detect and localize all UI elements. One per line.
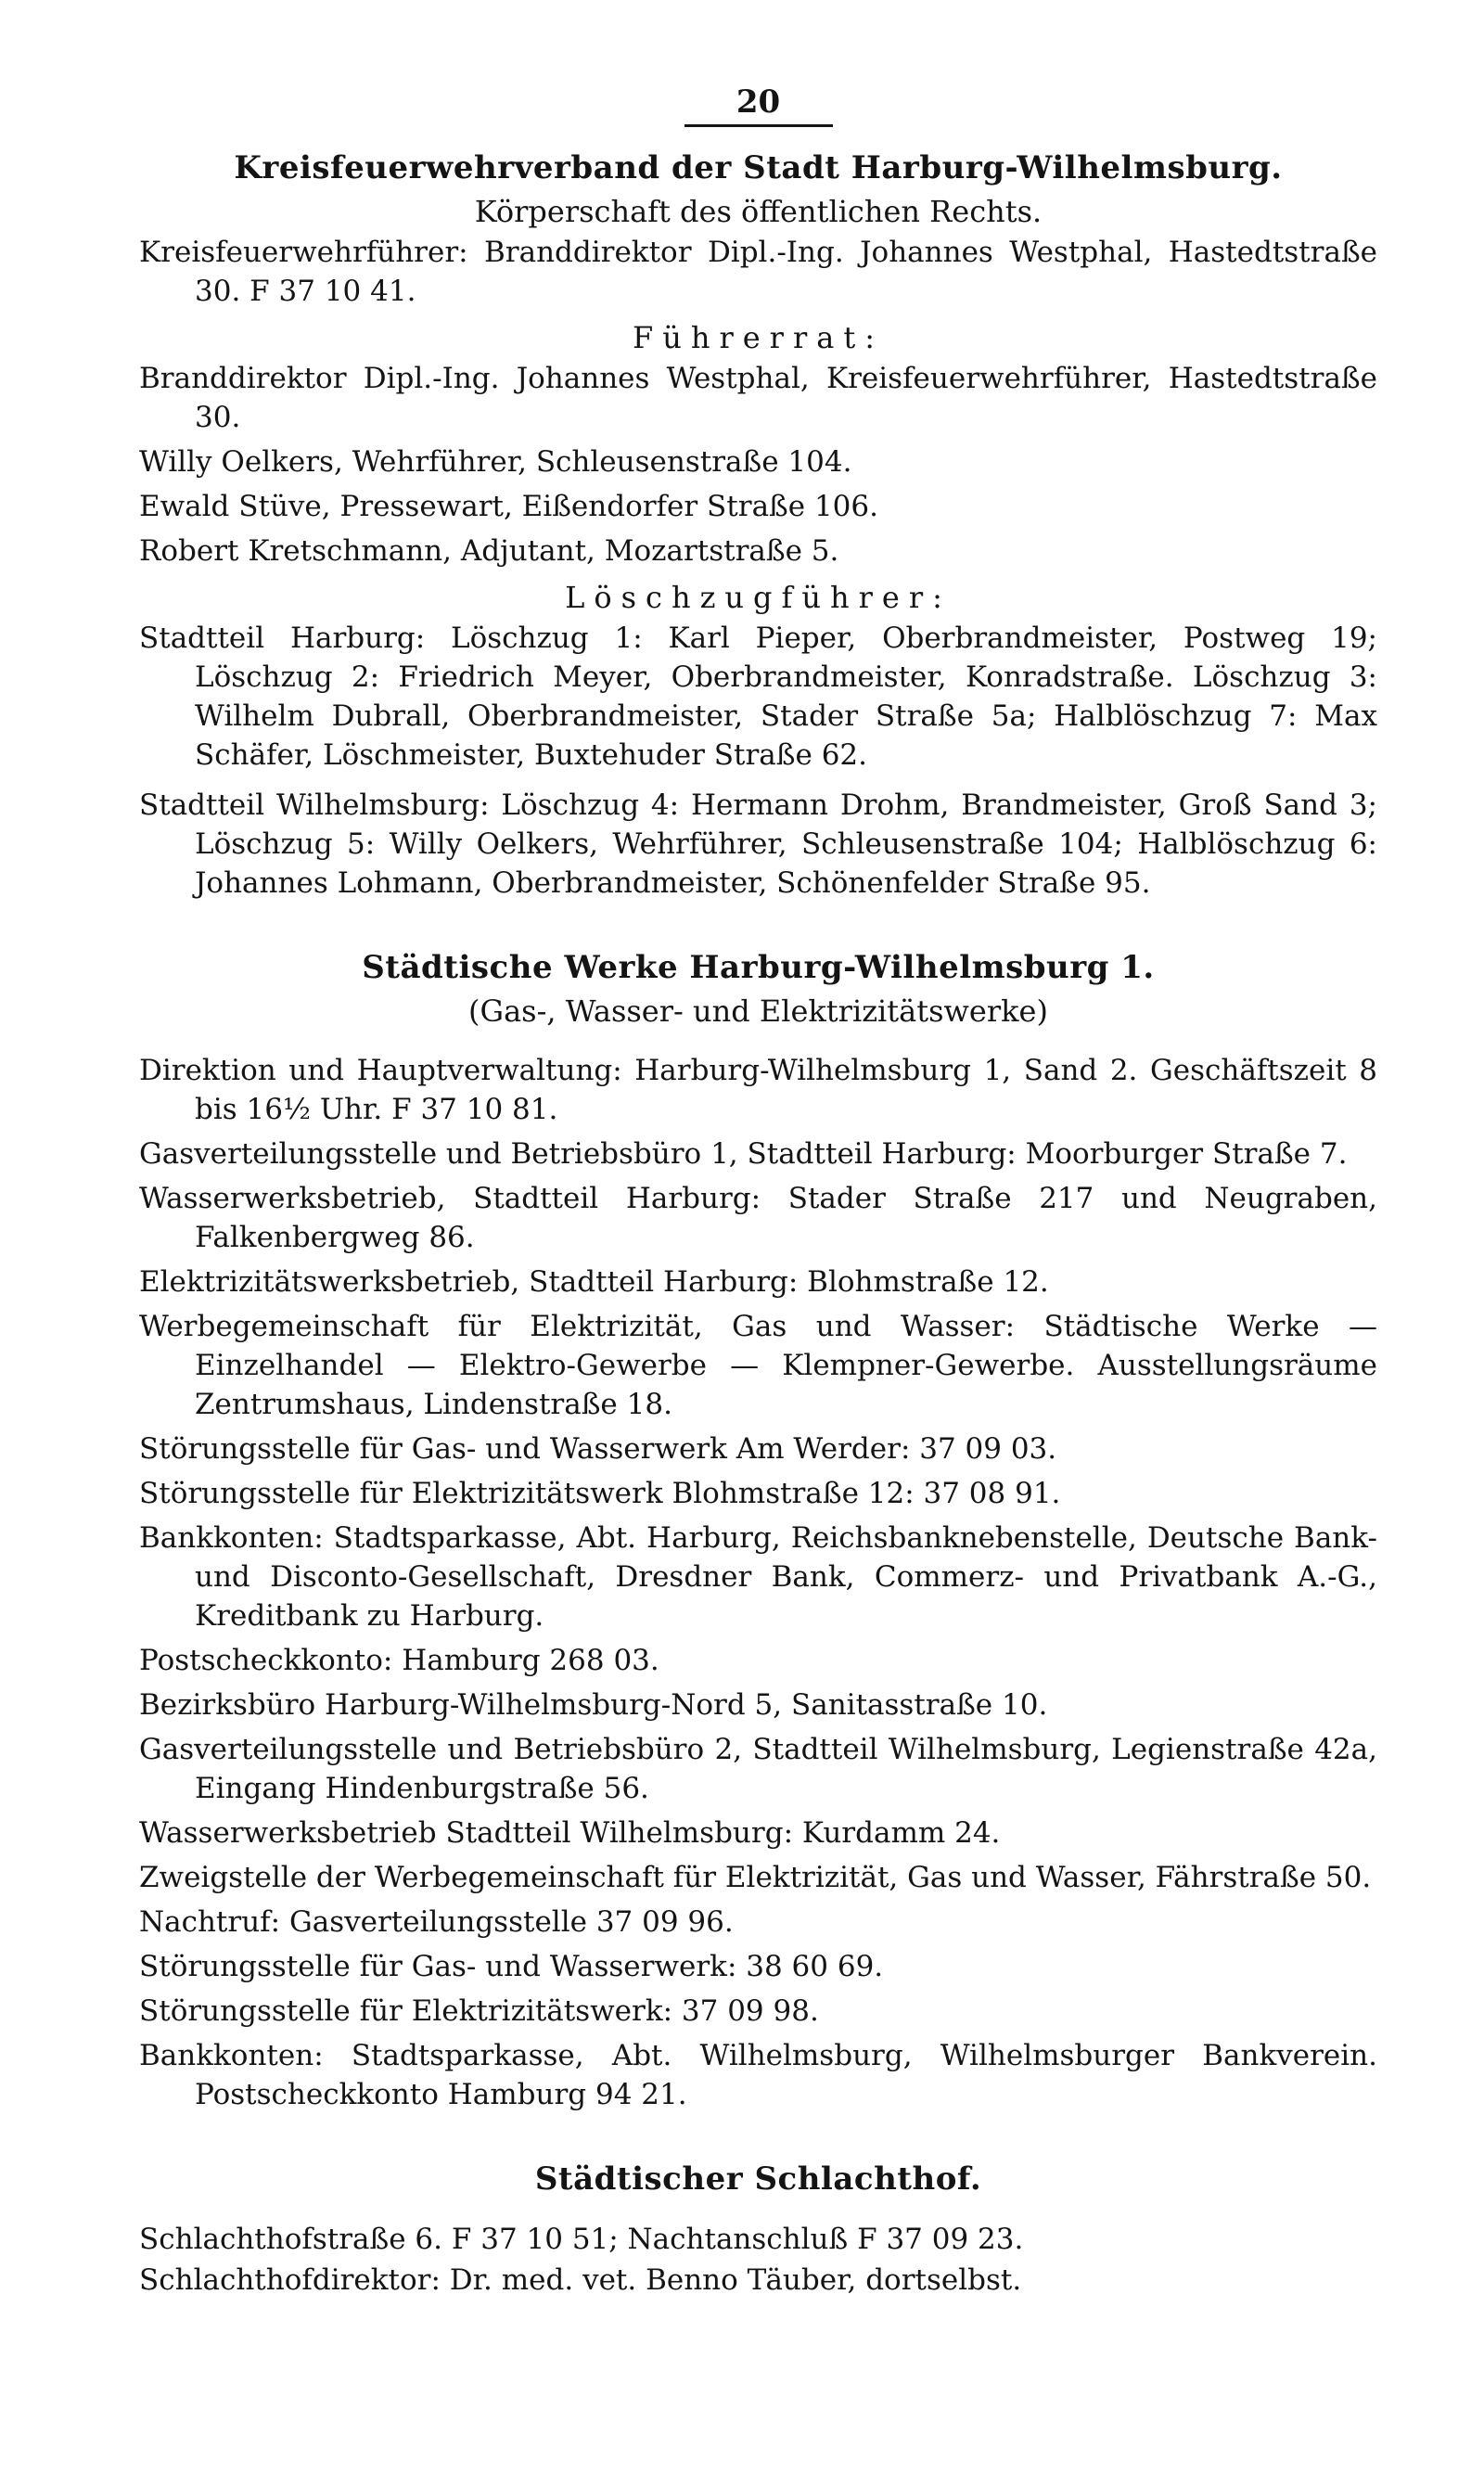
works-entry: Postscheckkonto: Hamburg 268 03.: [139, 1644, 659, 1677]
section-subtitle: Körperschaft des öffentlichen Rechts.: [474, 194, 1043, 229]
works-entry: Wasserwerksbetrieb Stadtteil Wilhelmsburg: Kurdamm 24.: [139, 1816, 1001, 1850]
council-heading: Führerrat:: [633, 320, 884, 355]
works-entry: Gasverteilungsstelle und Betriebsbüro 1, Stadtteil Harburg: Moorburger Straße 7.: [139, 1137, 1348, 1171]
works-entry: Störungsstelle für Elektrizitätswerk: 37 09 98.: [139, 1994, 819, 2028]
squad-entry: Stadtteil Harburg: Löschzug 1: Karl Pieper, Oberbrandmeister, Postweg 19; Löschzug 2: Friedrich Meyer, Oberbrandmeister, Konradstraße. Löschzug 3: Wilhelm Dubrall, Oberbrandmeister, Stader Straße 5a; Halblöschzug 7: Max Schäfer, Löschmeister, Buxtehuder Straße 62.: [139, 622, 1377, 772]
works-entry: Störungsstelle für Gas- und Wasserwerk: 38 60 69.: [139, 1950, 884, 1983]
works-entry: Bankkonten: Stadtsparkasse, Abt. Harburg, Reichsbanknebenstelle, Deutsche Bank- und Disconto-Gesellschaft, Dresdner Bank, Commerz- und Privatbank A.-G., Kreditbank zu Harburg.: [139, 1521, 1377, 1633]
works-entry: Direktion und Hauptverwaltung: Harburg-Wilhelmsburg 1, Sand 2. Geschäftszeit 8 bis 16½ Uhr. F 37 10 81.: [139, 1054, 1377, 1126]
works-entry: Zweigstelle der Werbegemeinschaft für Elektrizität, Gas und Wasser, Fährstraße 50.: [139, 1861, 1372, 1894]
works-entry: Elektrizitätswerksbetrieb, Stadtteil Harburg: Blohmstraße 12.: [139, 1265, 1049, 1299]
slaughterhouse-entry: Schlachthofstraße 6. F 37 10 51; Nachtanschluß F 37 09 23.: [139, 2223, 1024, 2256]
document-page: [139, 83, 1377, 2301]
council-entry: Willy Oelkers, Wehrführer, Schleusenstraße 104.: [139, 445, 852, 479]
works-entry: Störungsstelle für Gas- und Wasserwerk Am Werder: 37 09 03.: [139, 1432, 1057, 1466]
section-subtitle: (Gas-, Wasser- und Elektrizitätswerke): [468, 993, 1048, 1029]
section-title-fire-association: Kreisfeuerwehrverband der Stadt Harburg-Wilhelmsburg.: [234, 149, 1283, 186]
page-number-rule: [684, 124, 833, 127]
works-entry: Nachtruf: Gasverteilungsstelle 37 09 96.: [139, 1905, 734, 1939]
works-entry: Bezirksbüro Harburg-Wilhelmsburg-Nord 5, Sanitasstraße 10.: [139, 1688, 1048, 1722]
works-entry: Gasverteilungsstelle und Betriebsbüro 2, Stadtteil Wilhelmsburg, Legienstraße 42a, Eingang Hindenburgstraße 56.: [139, 1733, 1377, 1805]
works-entry: Wasserwerksbetrieb, Stadtteil Harburg: Stader Straße 217 und Neugraben, Falkenbergweg 86.: [139, 1182, 1377, 1254]
council-entry: Branddirektor Dipl.-Ing. Johannes Westphal, Kreisfeuerwehrführer, Hastedtstraße 30.: [139, 362, 1377, 434]
works-entry: Werbegemeinschaft für Elektrizität, Gas und Wasser: Städtische Werke — Einzelhandel — Elektro-Gewerbe — Klempner-Gewerbe. Ausstellungsräume Zentrumshaus, Lindenstraße 18.: [139, 1310, 1377, 1421]
leader-entry: Kreisfeuerwehrführer: Branddirektor Dipl.-Ing. Johannes Westphal, Hastedtstraße 30. F 37 10 41.: [139, 236, 1377, 308]
works-entry: Bankkonten: Stadtsparkasse, Abt. Wilhelmsburg, Wilhelmsburger Bankverein. Postscheckkonto Hamburg 94 21.: [139, 2039, 1377, 2111]
squad-entry: Stadtteil Wilhelmsburg: Löschzug 4: Hermann Drohm, Brandmeister, Groß Sand 3; Löschzug 5: Willy Oelkers, Wehrführer, Schleusenstraße 104; Halblöschzug 6: Johannes Lohmann, Oberbrandmeister, Schönenfelder Straße 95.: [139, 788, 1377, 900]
squad-heading: Löschzugführer:: [565, 580, 952, 615]
section-title-city-works: Städtische Werke Harburg-Wilhelmsburg 1.: [362, 949, 1155, 986]
council-entry: Robert Kretschmann, Adjutant, Mozartstraße 5.: [139, 534, 839, 568]
section-title-slaughterhouse: Städtischer Schlachthof.: [534, 2160, 982, 2198]
page-number: 20: [736, 83, 781, 121]
slaughterhouse-entry: Schlachthofdirektor: Dr. med. vet. Benno Täuber, dortselbst.: [139, 2263, 1022, 2297]
council-entry: Ewald Stüve, Pressewart, Eißendorfer Straße 106.: [139, 490, 878, 523]
works-entry: Störungsstelle für Elektrizitätswerk Blohmstraße 12: 37 08 91.: [139, 1477, 1061, 1510]
